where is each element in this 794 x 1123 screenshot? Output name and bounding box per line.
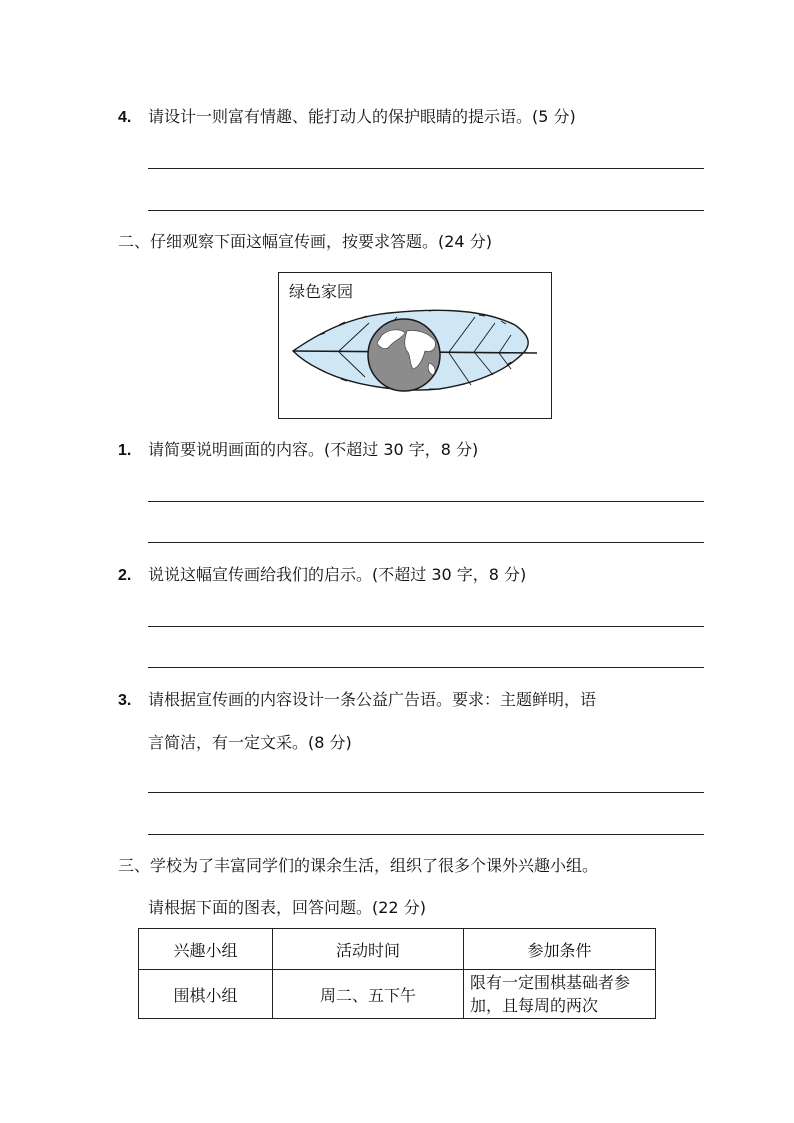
section-3-subtitle: 请根据下面的图表，回答问题。(22 分) (148, 898, 426, 917)
question-number: 1. (118, 442, 132, 459)
answer-line[interactable] (148, 667, 704, 668)
answer-line[interactable] (148, 626, 704, 627)
question-4 (118, 107, 576, 128)
table-header: 活动时间 (273, 929, 464, 970)
question-2 (118, 565, 526, 586)
table-header-row (139, 929, 656, 970)
question-3 (118, 690, 596, 711)
answer-line[interactable] (148, 168, 704, 169)
question-number: 4. (118, 109, 132, 126)
question-number: 3. (118, 692, 132, 709)
table-cell: 周二、五下午 (273, 970, 464, 1019)
globe (368, 319, 440, 391)
table-header: 参加条件 (464, 929, 656, 970)
answer-line[interactable] (148, 501, 704, 502)
leaf-globe-illustration (279, 273, 550, 417)
question-1 (118, 440, 478, 461)
table-row (139, 970, 656, 1019)
question-text: 请设计一则富有情趣、能打动人的保护眼睛的提示语。(5 分) (148, 107, 576, 126)
answer-line[interactable] (148, 210, 704, 211)
poster-title: 绿色家园 (289, 282, 354, 301)
question-text: 说说这幅宣传画给我们的启示。(不超过 30 字，8 分) (148, 565, 527, 584)
answer-line[interactable] (148, 792, 704, 793)
question-3-continued: 言简洁，有一定文采。(8 分) (148, 733, 352, 752)
table-cell: 围棋小组 (139, 970, 273, 1019)
question-text: 请根据宣传画的内容设计一条公益广告语。要求：主题鲜明，语 (148, 690, 597, 709)
poster-green-home (278, 272, 552, 419)
interest-group-table (138, 928, 656, 1019)
question-text: 请简要说明画面的内容。(不超过 30 字，8 分) (148, 440, 479, 459)
answer-line[interactable] (148, 834, 704, 835)
section-2-title: 二、仔细观察下面这幅宣传画，按要求答题。(24 分) (118, 232, 492, 251)
section-3-title: 三、学校为了丰富同学们的课余生活，组织了很多个课外兴趣小组。 (118, 856, 599, 875)
question-number: 2. (118, 567, 132, 584)
table-header: 兴趣小组 (139, 929, 273, 970)
table-cell: 限有一定围棋基础者参加，且每周的两次 (464, 970, 656, 1019)
answer-line[interactable] (148, 542, 704, 543)
